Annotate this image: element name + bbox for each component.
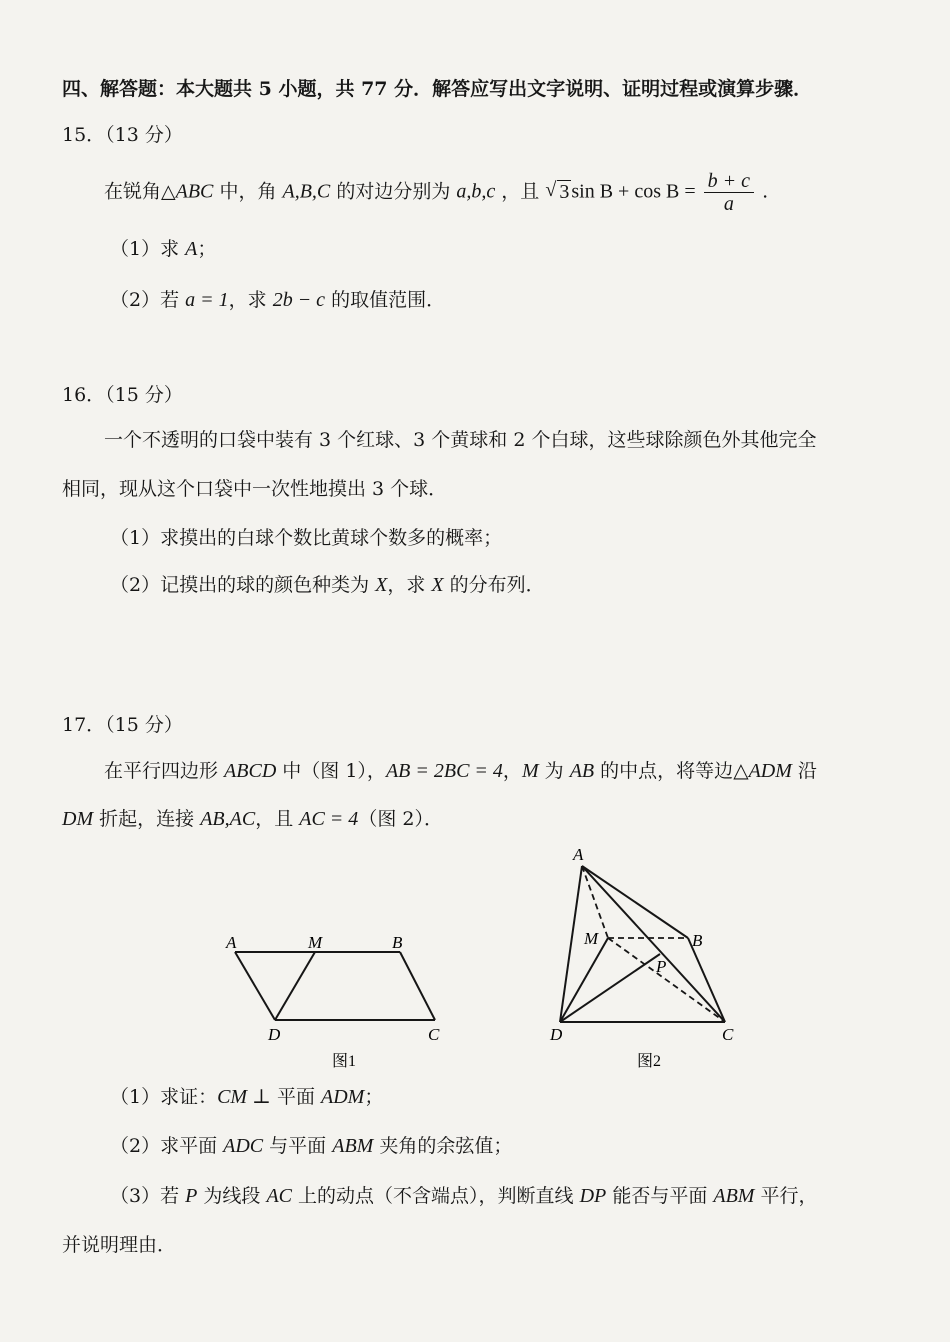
- q17-stem-text3: ，: [502, 760, 522, 782]
- fig2-label-C: C: [722, 1025, 734, 1044]
- fig2-label-A: A: [573, 845, 584, 864]
- q15-stem-text: 在锐角△: [104, 180, 176, 203]
- q15-frac-num: b + c: [704, 170, 754, 193]
- q16-part2: [110, 572, 545, 598]
- q17-ac-eq: AC = 4: [299, 808, 359, 830]
- q17-part3-dp: DP: [579, 1185, 607, 1207]
- figure-2: [540, 842, 760, 1082]
- q15-part2-expr: 2b − c: [272, 289, 326, 311]
- q17-part3-line2: 并说明理由．: [62, 1234, 177, 1256]
- q17-label: 17．（15 分）: [62, 714, 183, 736]
- section-header: 四、解答题：本大题共 5 小题，共 77 分．解答应写出文字说明、证明过程或演算步骤．: [62, 78, 813, 100]
- q17-adm: △ADM: [733, 760, 792, 782]
- q15-eq-end: .: [756, 180, 769, 203]
- q15-part2-cond: a = 1: [185, 289, 229, 311]
- q17-abac: AB,AC: [200, 808, 256, 830]
- fig1-edge-DA: [235, 952, 275, 1020]
- q17-part2-post: 夹角的余弦值；: [373, 1135, 513, 1157]
- q15-frac-den: a: [723, 193, 734, 215]
- q17-part2-plane2: ABM: [332, 1135, 374, 1157]
- q17-stem2-text2: ，且: [255, 808, 300, 830]
- q15-part2: [110, 287, 445, 313]
- q17-part3-mid2: 上的动点（不含端点），判断直线: [292, 1185, 580, 1207]
- q17-part2-text: （2）求平面: [110, 1135, 224, 1157]
- q17-part1-text: （1）求证：: [110, 1086, 218, 1108]
- fig2-hidden-AM: [582, 866, 608, 938]
- q17-stem2-text3: （图 2）．: [358, 808, 443, 830]
- q15-sides: a,b,c: [456, 180, 496, 203]
- q17-stem-line1: [104, 758, 817, 784]
- q16-part2-var: X: [375, 574, 388, 596]
- fig2-edge-DM: [560, 938, 608, 1022]
- q15-part2-post: 的取值范围．: [325, 289, 446, 311]
- fig1-caption: 图1: [332, 1053, 357, 1070]
- q15-sqrt: √ 3: [545, 178, 570, 203]
- q17-part1-expr: CM ⊥: [217, 1086, 271, 1108]
- q17-part3-text: （3）若: [110, 1185, 186, 1207]
- q15-equation-left: sin B + cos B =: [571, 180, 696, 203]
- q16-part2-var2: X: [431, 574, 444, 596]
- q17-abcd: ABCD: [224, 760, 277, 782]
- q15-fraction: [704, 170, 754, 215]
- fig1-edge-BC: [400, 952, 435, 1020]
- fig2-label-M: M: [584, 929, 599, 948]
- fig2-label-D: D: [550, 1025, 563, 1044]
- q15-part1-var: A: [185, 238, 198, 260]
- q15-triangle: ABC: [175, 180, 214, 203]
- q17-stem-text4: 为: [538, 760, 570, 782]
- q17-part3: [110, 1183, 818, 1209]
- q15-stem: [104, 170, 768, 215]
- q16-part2-post: 的分布列．: [443, 574, 545, 596]
- q17-part2: [110, 1133, 512, 1159]
- q17-part3-mid: 为线段: [197, 1185, 267, 1207]
- q15-stem-text3: 的对边分别为: [330, 180, 457, 203]
- q15-part1-post: ；: [197, 238, 217, 260]
- fig2-edge-AD: [560, 866, 582, 1022]
- q15-part1: [110, 236, 216, 262]
- q17-ab: AB: [569, 760, 595, 782]
- fig1-label-C: C: [428, 1025, 440, 1044]
- q17-stem-line2: [62, 806, 443, 832]
- q15-part2-text: （2）若: [110, 289, 186, 311]
- fig1-label-D: D: [268, 1025, 281, 1044]
- q17-part1-plane: ADM: [321, 1086, 365, 1108]
- q16-stem-line1: 一个不透明的口袋中装有 3 个红球、3 个黄球和 2 个白球，这些球除颜色外其他完全: [104, 429, 817, 451]
- q17-stem2-text: 折起，连接: [93, 808, 201, 830]
- fig2-caption: 图2: [637, 1053, 662, 1070]
- q16-stem-line2: 相同，现从这个口袋中一次性地摸出 3 个球．: [62, 478, 448, 500]
- q17-stem-text5: 的中点，将等边: [594, 760, 734, 782]
- q15-part2-mid: ，求: [228, 289, 273, 311]
- q15-stem-text4: ，且: [495, 180, 546, 203]
- q15-part1-text: （1）求: [110, 238, 186, 260]
- fig2-edge-AB: [582, 866, 688, 938]
- figure-1: [210, 920, 460, 1080]
- q17-stem-text: 在平行四边形: [104, 760, 225, 782]
- q15-label: 15．（13 分）: [62, 124, 183, 146]
- q17-stem-text2: 中（图 1），: [276, 760, 386, 782]
- fig2-label-B: B: [692, 931, 703, 950]
- q17-part2-mid: 与平面: [263, 1135, 333, 1157]
- q17-part2-plane1: ADC: [223, 1135, 264, 1157]
- fig1-label-M: M: [308, 933, 323, 952]
- q16-label: 16．（15 分）: [62, 384, 183, 406]
- q17-part3-mid3: 能否与平面: [606, 1185, 714, 1207]
- q16-part2-mid: ，求: [387, 574, 432, 596]
- q17-part1: [110, 1084, 383, 1110]
- q16-part2-text: （2）记摸出的球的颜色种类为: [110, 574, 376, 596]
- q17-part3-abm: ABM: [713, 1185, 755, 1207]
- q15-sqrt-arg: 3: [559, 180, 570, 203]
- q17-part3-ac: AC: [266, 1185, 293, 1207]
- q17-part3-post: 平行，: [754, 1185, 818, 1207]
- fig1-edge-DM: [275, 952, 315, 1020]
- fig1-label-A: A: [226, 933, 237, 952]
- q17-eq: AB = 2BC = 4: [385, 760, 503, 782]
- q16-part1: （1）求摸出的白球个数比黄球个数多的概率；: [110, 527, 503, 549]
- q17-stem-text6: 沿: [791, 760, 817, 782]
- q15-angles: A,B,C: [282, 180, 331, 203]
- q17-part3-p: P: [185, 1185, 198, 1207]
- q17-dm: DM: [62, 808, 94, 830]
- fig2-label-P: P: [656, 957, 667, 976]
- q17-part1-mid: 平面: [270, 1086, 321, 1108]
- q17-part1-post: ；: [364, 1086, 384, 1108]
- q17-m: M: [521, 760, 539, 782]
- q15-stem-text2: 中，角: [213, 180, 283, 203]
- fig1-label-B: B: [392, 933, 403, 952]
